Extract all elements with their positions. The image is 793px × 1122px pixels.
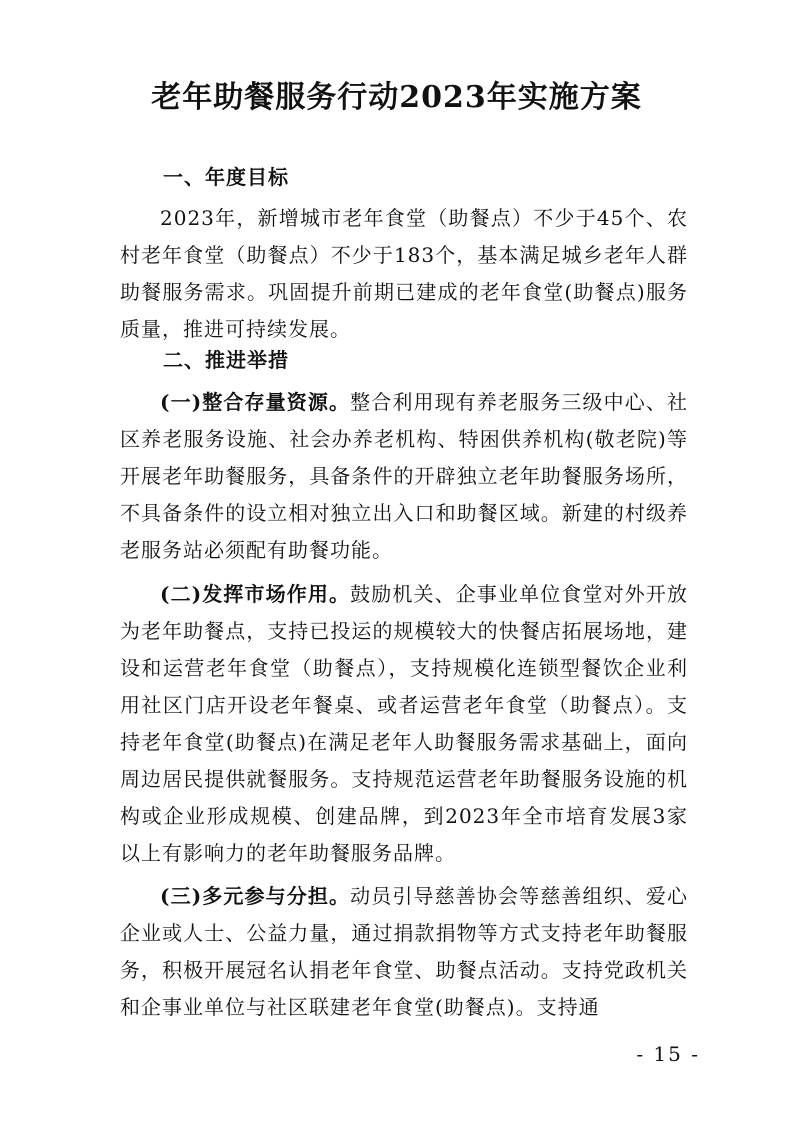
paragraph-lead: (一)整合存量资源。 <box>160 390 351 414</box>
page-number: - 15 - <box>636 1042 700 1066</box>
paragraph-text: 2023年，新增城市老年食堂（助餐点）不少于45个、农村老年食堂（助餐点）不少于183个，基本满足城乡老年人群助餐服务需求。巩固提升前期已建成的老年食堂(助餐点)服务质量，推进可持续发展。 <box>120 206 688 341</box>
paragraph-lead: (三)多元参与分担。 <box>160 884 351 908</box>
paragraph-annual-goals <box>120 200 688 348</box>
paragraph-text: 鼓励机关、企事业单位食堂对外开放为老年助餐点，支持已投运的规模较大的快餐店拓展场地，建设和运营老年食堂（助餐点），支持规模化连锁型餐饮企业利用社区门店开设老年餐桌、或者运营老年食堂（助餐点）。支持老年食堂(助餐点)在满足老年人助餐服务需求基础上，面向周边居民提供就餐服务。支持规范运营老年助餐服务设施的机构或企业形成规模、创建品牌，到2023年全市培育发展3家以上有影响力的老年助餐服务品牌。 <box>120 582 688 865</box>
paragraph-measure-3 <box>120 878 688 1026</box>
paragraph-measure-1 <box>120 384 688 569</box>
section-heading-annual-goals: 一、年度目标 <box>163 165 289 189</box>
document-title: 老年助餐服务行动2023年实施方案 <box>151 80 642 115</box>
paragraph-measure-2 <box>120 576 688 872</box>
paragraph-text: 动员引导慈善协会等慈善组织、爱心企业或人士、公益力量，通过捐款捐物等方式支持老年助餐服务，积极开展冠名认捐老年食堂、助餐点活动。支持党政机关和企事业单位与社区联建老年食堂(助餐点)。支持通 <box>120 884 688 1019</box>
paragraph-text: 整合利用现有养老服务三级中心、社区养老服务设施、社会办养老机构、特困供养机构(敬老院)等开展老年助餐服务，具备条件的开辟独立老年助餐服务场所，不具备条件的设立相对独立出入口和助餐区域。新建的村级养老服务站必须配有助餐功能。 <box>120 390 688 562</box>
section-heading-measures: 二、推进举措 <box>163 348 289 372</box>
paragraph-lead: (二)发挥市场作用。 <box>160 582 351 606</box>
